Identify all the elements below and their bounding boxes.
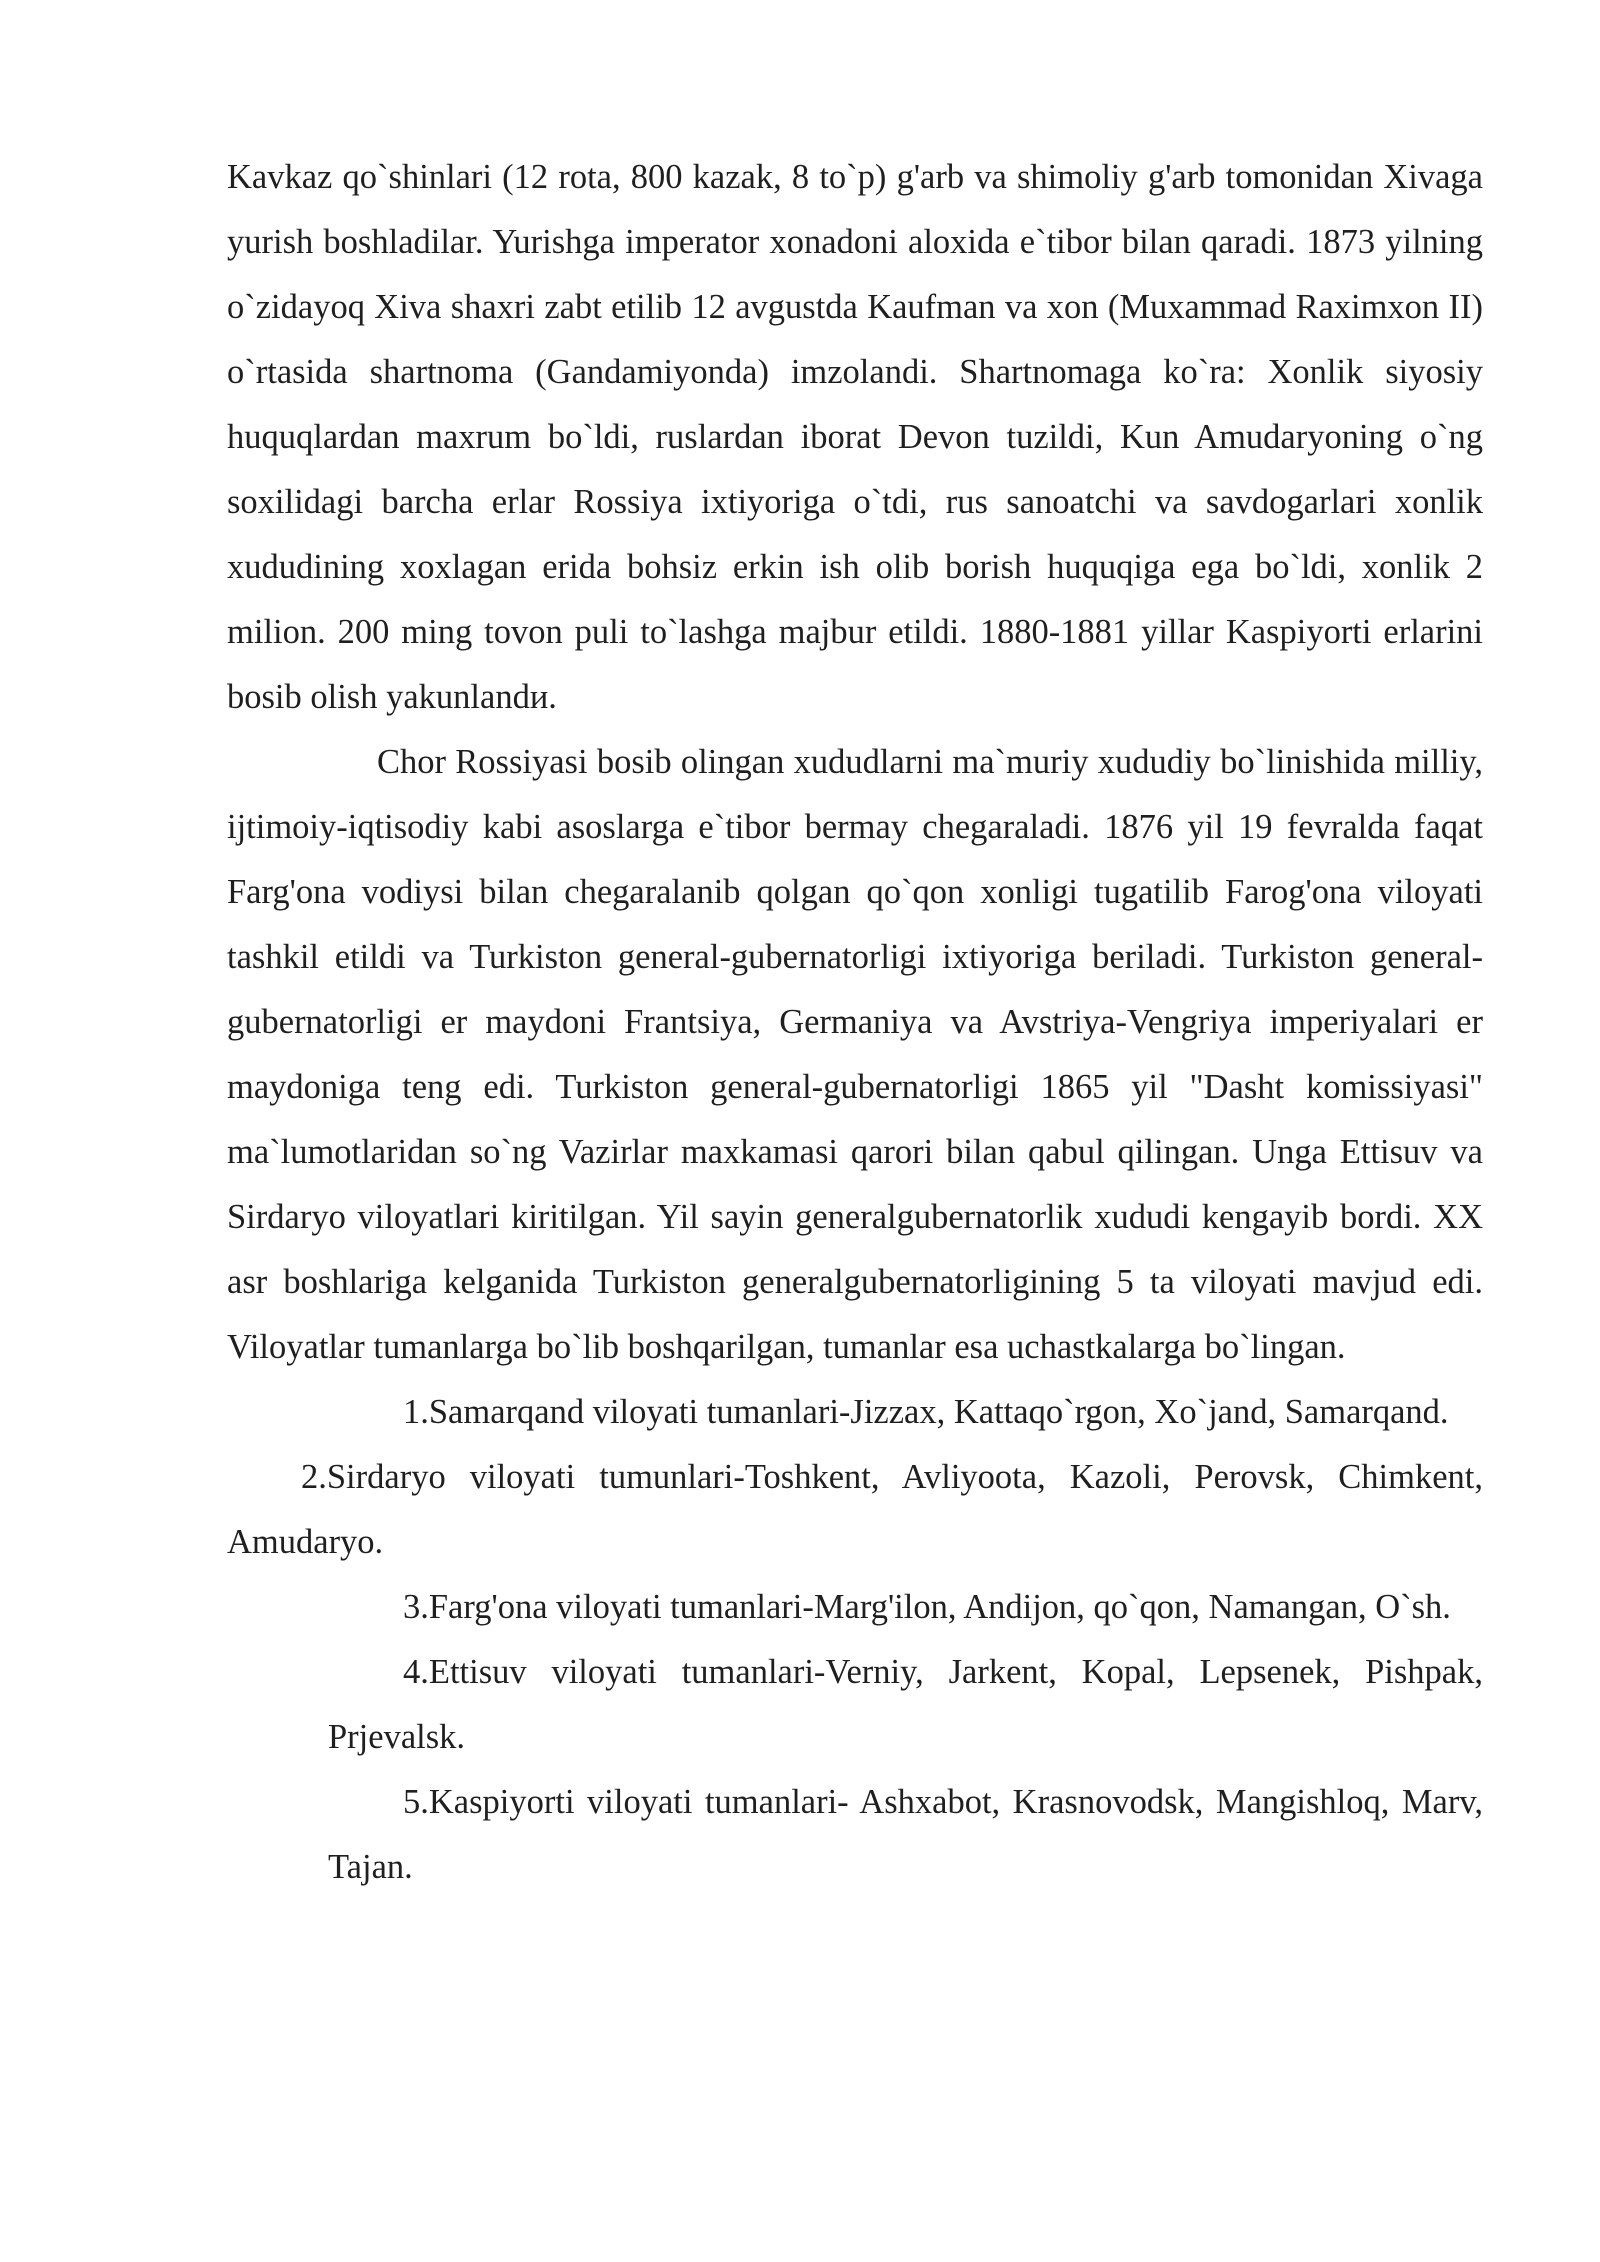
list-item-samarqand: 1.Samarqand viloyati tumanlari-Jizzax, Kattaqo`rgon, Xo`jand, Samarqand. — [403, 1393, 1449, 1431]
list-item-sirdaryo: 2.Sirdaryo viloyati tumunlari-Toshkent, Avliyoota, Kazoli, Perovsk, Chimkent, Amudaryo. — [227, 1458, 1483, 1561]
document-body — [227, 145, 1483, 1900]
paragraph-administrative-division: Chor Rossiyasi bosib olingan xududlarni ma`muriy xududiy bo`linishida milliy, ijtimoiy-iqtisodiy kabi asoslarga e`tibor bermay chegaraladi. 1876 yil 19 fevralda faqat Farg'ona vodiysi bilan chegaralanib qolgan qo`qon xonligi tugatilib Farog'ona viloyati tashkil etildi va Turkiston general-gubernatorligi ixtiyoriga beriladi. Turkiston general-gubernatorligi er maydoni Frantsiya, Germaniya va Avstriya-Vengriya imperiyalari er maydoniga teng edi. Turkiston general-gubernatorligi 1865 yil "Dasht komissiyasi" ma`lumotlaridan so`ng Vazirlar maxkamasi qarori bilan qabul qilingan. Unga Ettisuv va Sirdaryo viloyatlari kiritilgan. Yil sayin generalgubernatorlik xududi kengayib bordi. XX asr boshlariga kelganida Turkiston generalgubernatorligining 5 ta viloyati mavjud edi. Viloyatlar tumanlarga bo`lib boshqarilgan, tumanlar esa uchastkalarga bo`lingan. — [227, 743, 1483, 1366]
list-item-fergana: 3.Farg'ona viloyati tumanlari-Marg'ilon, Andijon, qo`qon, Namangan, O`sh. — [403, 1588, 1451, 1626]
list-item-ettisuv: 4.Ettisuv viloyati tumanlari-Verniy, Jarkent, Kopal, Lepsenek, Pishpak, Prjevalsk. — [328, 1653, 1483, 1756]
list-item-kaspiyorti: 5.Kaspiyorti viloyati tumanlari- Ashxabot, Krasnovodsk, Mangishloq, Marv, Tajan. — [328, 1783, 1483, 1886]
paragraph-khiva-campaign: Kavkaz qo`shinlari (12 rota, 800 kazak, 8 to`p) g'arb va shimoliy g'arb tomonidan Xivaga yurish boshladilar. Yurishga imperator xonadoni aloxida e`tibor bilan qaradi. 1873 yilning o`zidayoq Xiva shaxri zabt etilib 12 avgustda Kaufman va xon (Muxammad Raximxon II) o`rtasida shartnoma (Gandamiyonda) imzolandi. Shartnomaga ko`ra: Xonlik siyosiy huquqlardan maxrum bo`ldi, ruslardan iborat Devon tuzildi, Kun Amudaryoning o`ng soxilidagi barcha erlar Rossiya ixtiyoriga o`tdi, rus sanoatchi va savdogarlari xonlik xududining xoxlagan erida bohsiz erkin ish olib borish huquqiga ega bo`ldi, xonlik 2 milion. 200 ming tovon puli to`lashga majbur etildi. 1880-1881 yillar Kaspiyorti erlarini bosib olish yakunlandи. — [227, 158, 1483, 716]
